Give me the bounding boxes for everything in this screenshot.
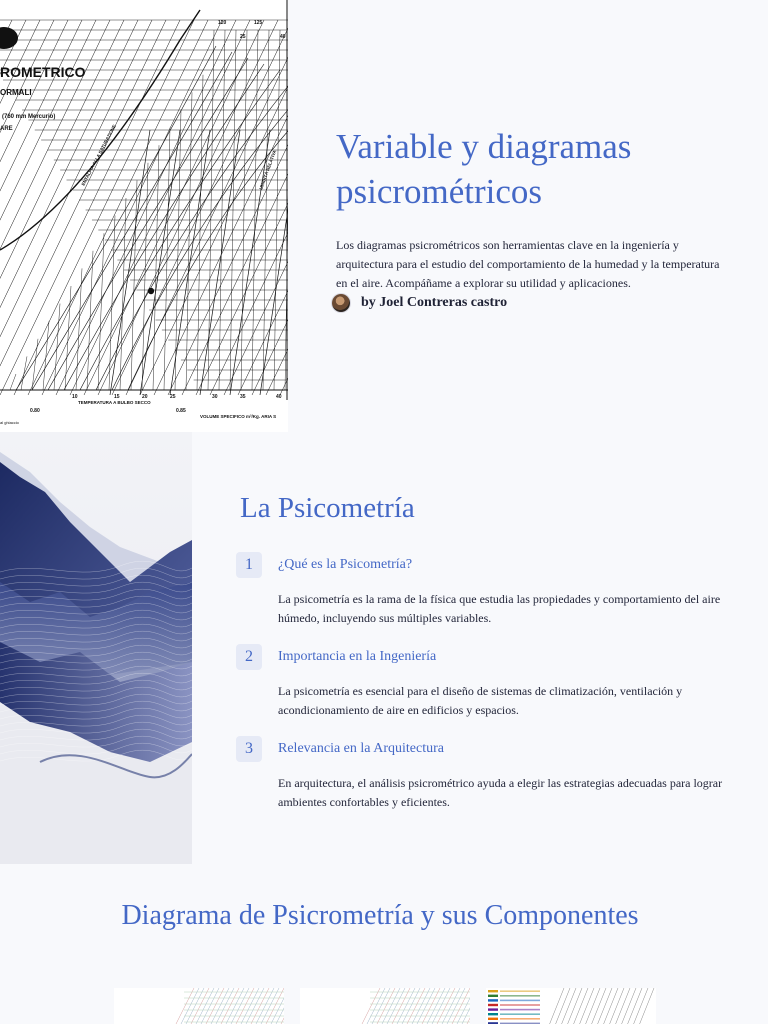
chart-axis-dry-bulb: TEMPERATURA A BULBO SECCO [78,400,151,405]
avatar-image [332,294,350,312]
chart-tick: 25 [240,34,246,40]
chart-tick: 35 [240,394,246,400]
item-number-badge: 3 [236,736,262,762]
chart-subtitle: ORMALI [0,88,32,97]
chart-tick: 10 [72,394,78,400]
chart-tick: 30 [212,394,218,400]
chart-axis-volume: VOLUME SPECIFICO m³/Kg. ARIA S [200,414,277,419]
diagram-thumbnail [300,988,470,1024]
chart-tick: 15 [114,394,120,400]
chart-tick: 125 [254,20,263,26]
hero-description: Los diagramas psicrométricos son herramientas clave en la ingeniería y arquitectura para el estudio del comportamiento de la humedad y la temperatura en el aire. Acompáñame a explorar su utilidad y aplicaciones. [336,238,720,290]
chart-line3: ARE [0,126,13,132]
diagram-section [0,864,768,1024]
hero-text-block [336,124,726,310]
item-text: La psicometría es la rama de la física que estudia las propiedades y comportamiento del aire húmedo, incluyendo sus múltiples variables. [278,592,721,625]
chart-tick: 0.80 [30,408,40,414]
item-number-badge: 1 [236,552,262,578]
diagram-thumbnail [114,988,284,1024]
chart-tick: 0.85 [176,408,186,414]
author-name: by Joel Contreras castro [361,295,508,310]
chart-pressure-note: (760 mm Mercurio) [2,114,56,120]
mountain-image [0,432,192,864]
chart-tick: 120 [218,20,227,26]
psicometria-section [0,432,768,864]
chart-enthalpy-label: ENTALPIA ALLA SATURAZIONE [80,123,117,187]
chart-humidity-label: UMIDITÀ RELATIVA [258,149,278,191]
item-title: Importancia en la Ingeniería [278,649,437,664]
section-title: Diagrama de Psicrometría y sus Componentes [121,900,639,931]
item-number-badge: 2 [236,644,262,670]
item-text: En arquitectura, el análisis psicrométrico ayuda a elegir las estrategias adecuadas para lograr ambientes confortables y eficientes. [278,776,723,809]
psychrometric-chart-image [0,0,288,432]
author-byline [332,294,507,312]
chart-title: ROMETRICO [0,64,86,80]
diagram-thumbnail-legend [486,988,656,1024]
chart-tick: 40 [280,34,286,40]
chart-tick: 20 [142,394,148,400]
chart-state-point [148,288,154,294]
item-title: Relevancia en la Arquitectura [278,741,444,756]
page-title: Variable y diagramas psicrométricos [336,127,632,211]
hero-section [0,0,768,432]
chart-tick: 25 [170,394,176,400]
item-text: La psicometría es esencial para el diseño de sistemas de climatización, ventilación y acondicionamiento de aire en edificios y espacios. [278,684,683,717]
section-title: La Psicometría [240,492,415,524]
chart-tick: 40 [276,394,282,400]
item-title: ¿Qué es la Psicometría? [278,557,413,572]
chart-corner-note: al ghiaccio [0,420,19,425]
